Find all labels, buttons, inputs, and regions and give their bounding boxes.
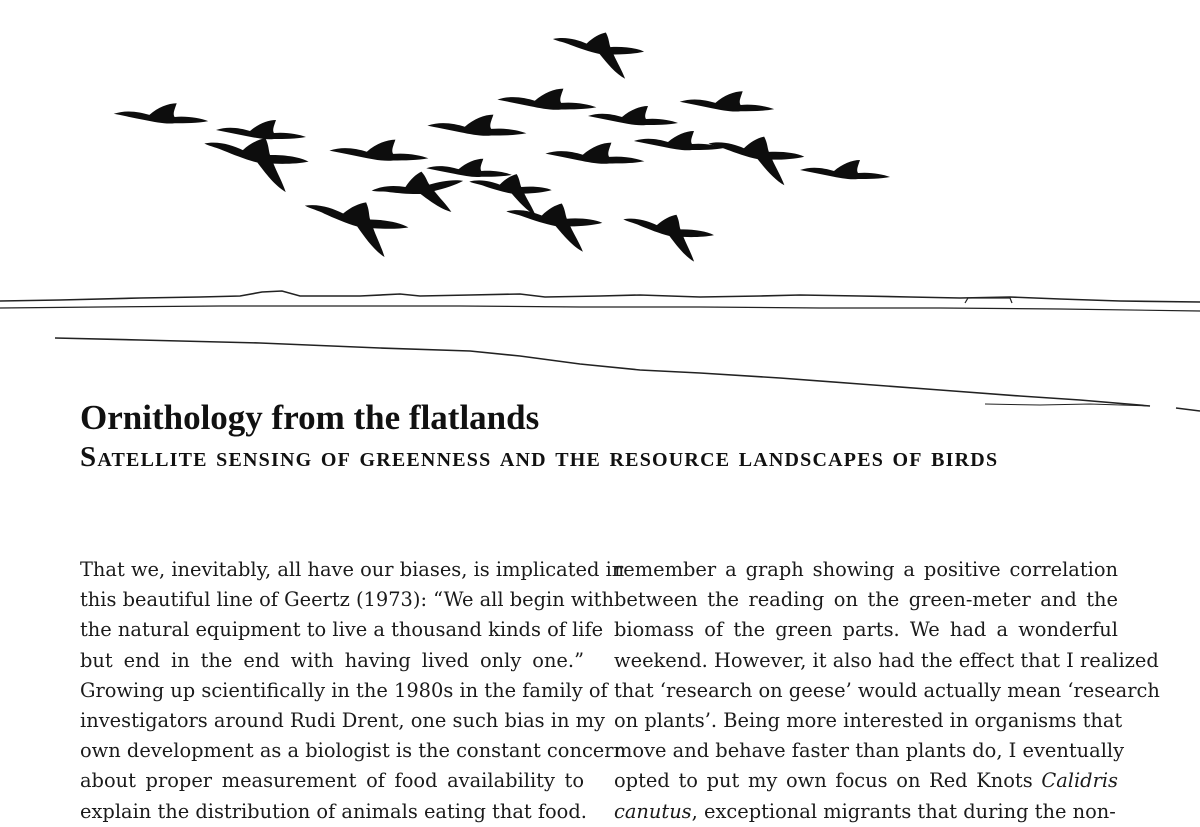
horizon-lines [0,291,1200,411]
article-title: Ornithology from the flatlands [80,398,540,437]
text-line: remember a graph showing a positive correlation [614,558,1118,581]
article-subtitle: Satellite sensing of greenness and the resource landscapes of birds [80,441,999,473]
text-line [614,797,1118,827]
species-name-italic-cont: canutus [614,799,692,823]
text-line: about proper measurement of food availability to [80,769,584,793]
bird-flock [114,27,890,264]
text-line: between the reading on the green-meter and the [614,588,1118,612]
text-column-left [80,555,627,827]
text-fragment: opted to put my own focus on Red Knots [614,769,1042,793]
text-line: explain the distribution of animals eating that food. [80,799,587,823]
text-line: That we, inevitably, all have our biases, is implicated in [80,558,625,581]
species-name-italic: Calidris [1041,769,1118,793]
text-line: the natural equipment to live a thousand kinds of life [80,618,604,642]
text-line: that ‘research on geese’ would actually mean ‘research [614,678,1160,702]
text-line: Growing up scientifically in the 1980s in the family of [80,678,608,702]
text-line: on plants’. Being more interested in organisms that [614,709,1123,733]
text-line: weekend. However, it also had the effect that I realized [614,648,1159,672]
text-line: move and behave faster than plants do, I eventually [614,739,1125,763]
text-line: this beautiful line of Geertz (1973): “We all begin with [80,588,614,612]
text-line: own development as a biologist is the constant concern [80,739,627,763]
text-line [614,766,1118,796]
text-fragment: , exceptional migrants that during the non- [691,799,1116,823]
text-line: investigators around Rudi Drent, one such bias in my [80,709,605,733]
text-column-right [614,555,1160,827]
text-line: but end in the end with having lived only one.” [80,648,584,672]
text-line: biomass of the green parts. We had a wonderful [614,618,1118,642]
